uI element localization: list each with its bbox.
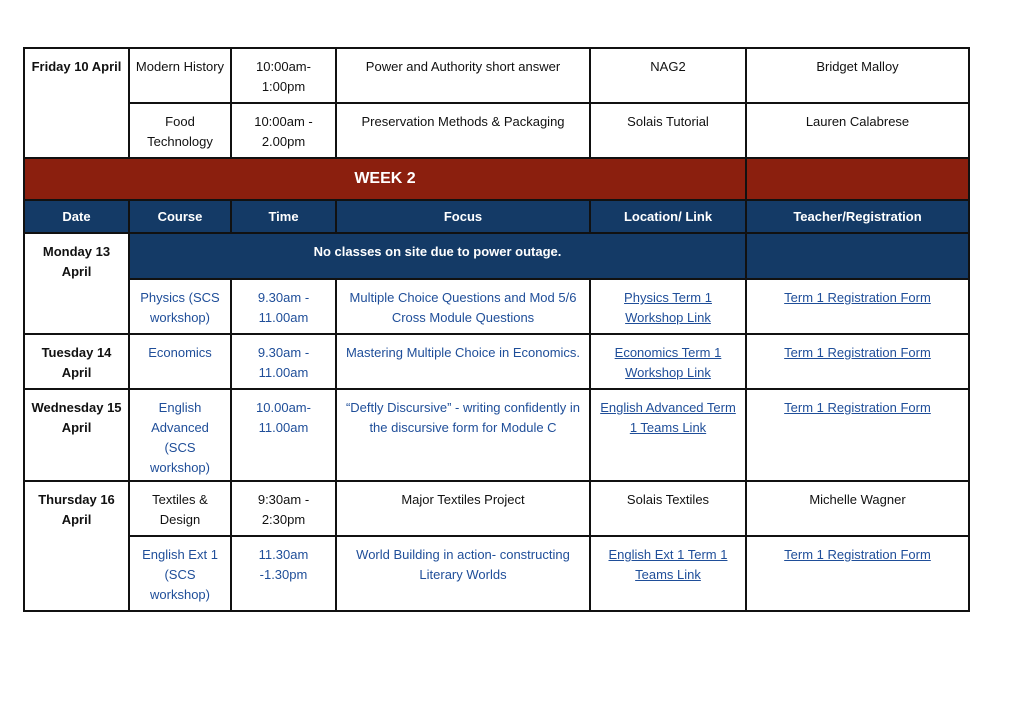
course-cell: Economics <box>129 334 231 389</box>
teacher-cell <box>746 279 969 334</box>
location-cell: Solais Tutorial <box>590 103 746 158</box>
location-cell: Solais Textiles <box>590 481 746 536</box>
course-cell: Food Technology <box>129 103 231 158</box>
date-cell: Tuesday 14 April <box>24 334 129 389</box>
teams-link[interactable]: English Advanced Term 1 Teams Link <box>600 400 736 435</box>
workshop-link[interactable]: Physics Term 1 Workshop Link <box>624 290 712 325</box>
focus-cell: Mastering Multiple Choice in Economics. <box>336 334 590 389</box>
date-cell: Friday 10 April <box>24 48 129 158</box>
focus-cell: Power and Authority short answer <box>336 48 590 103</box>
table-row <box>24 233 969 279</box>
registration-link[interactable]: Term 1 Registration Form <box>784 290 931 305</box>
teams-link[interactable]: English Ext 1 Term 1 Teams Link <box>608 547 728 582</box>
header-date: Date <box>24 200 129 233</box>
course-cell: English Ext 1 (SCS workshop) <box>129 536 231 611</box>
focus-cell: Multiple Choice Questions and Mod 5/6 Cross Module Questions <box>336 279 590 334</box>
week-banner-row <box>24 158 969 200</box>
teacher-cell <box>746 536 969 611</box>
focus-cell: Preservation Methods & Packaging <box>336 103 590 158</box>
teacher-cell: Bridget Malloy <box>746 48 969 103</box>
location-cell: NAG2 <box>590 48 746 103</box>
teacher-cell: Michelle Wagner <box>746 481 969 536</box>
location-cell <box>590 334 746 389</box>
table-row <box>24 334 969 389</box>
focus-cell: Major Textiles Project <box>336 481 590 536</box>
location-cell <box>590 279 746 334</box>
date-cell: Wednesday 15 April <box>24 389 129 481</box>
table-row <box>24 103 969 158</box>
table-row <box>24 536 969 611</box>
header-course: Course <box>129 200 231 233</box>
focus-cell: World Building in action- constructing Literary Worlds <box>336 536 590 611</box>
teacher-cell: Lauren Calabrese <box>746 103 969 158</box>
time-cell: 9:30am - 2:30pm <box>231 481 336 536</box>
schedule-table <box>23 47 970 612</box>
registration-link[interactable]: Term 1 Registration Form <box>784 345 931 360</box>
table-row <box>24 48 969 103</box>
location-cell <box>590 389 746 481</box>
date-cell: Thursday 16 April <box>24 481 129 611</box>
time-cell: 11.30am -1.30pm <box>231 536 336 611</box>
header-focus: Focus <box>336 200 590 233</box>
header-time: Time <box>231 200 336 233</box>
course-cell: Textiles & Design <box>129 481 231 536</box>
notice-empty-cell <box>746 233 969 279</box>
date-cell: Monday 13 April <box>24 233 129 334</box>
registration-link[interactable]: Term 1 Registration Form <box>784 400 931 415</box>
course-cell: Modern History <box>129 48 231 103</box>
week-banner: WEEK 2 <box>24 158 746 200</box>
header-teacher: Teacher/Registration <box>746 200 969 233</box>
location-cell <box>590 536 746 611</box>
header-row <box>24 200 969 233</box>
time-cell: 10:00am- 1:00pm <box>231 48 336 103</box>
registration-link[interactable]: Term 1 Registration Form <box>784 547 931 562</box>
teacher-cell <box>746 389 969 481</box>
week-banner-end <box>746 158 969 200</box>
workshop-link[interactable]: Economics Term 1 Workshop Link <box>614 345 722 380</box>
teacher-cell <box>746 334 969 389</box>
time-cell: 9.30am - 11.00am <box>231 279 336 334</box>
course-cell: Physics (SCS workshop) <box>129 279 231 334</box>
time-cell: 10:00am - 2.00pm <box>231 103 336 158</box>
table-row <box>24 279 969 334</box>
table-row <box>24 481 969 536</box>
table-row <box>24 389 969 481</box>
notice-cell: No classes on site due to power outage. <box>129 233 746 279</box>
header-location: Location/ Link <box>590 200 746 233</box>
focus-cell: “Deftly Discursive” - writing confidently in the discursive form for Module C <box>336 389 590 481</box>
time-cell: 10.00am- 11.00am <box>231 389 336 481</box>
time-cell: 9.30am - 11.00am <box>231 334 336 389</box>
course-cell: English Advanced (SCS workshop) <box>129 389 231 481</box>
